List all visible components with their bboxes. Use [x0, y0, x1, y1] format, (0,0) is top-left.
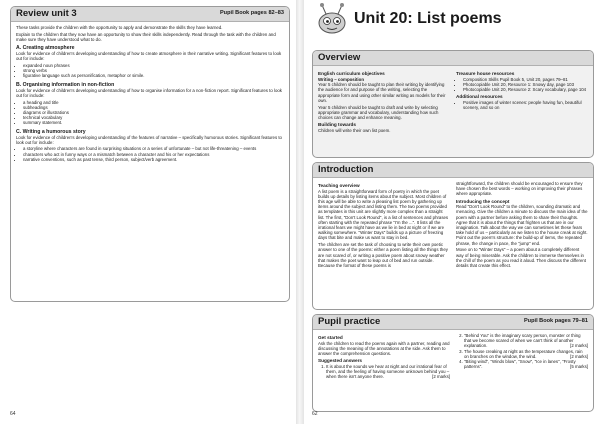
answer-item: [464, 349, 588, 359]
introduction-text: A list poem is a straightforward form of poetry in which the poet builds up details by listing items about the subject. Most children of this age will be able to write a pleasing list poem by gathering up items around the subject and listing them. The two poems provided as templates in this unit are slightly more complex than a straight list. The first, "Don't Look Round", is a list of sentences and phrases often starting with the repeated phrase "I'm the ...". It lists all the irrational fears we might have as we lie in bed at night or if we are walking somewhere. "Winter Days" builds up a picture of freezing days that bite and make us want to stay in bed.: [318, 188, 449, 241]
list-item: • expanded noun phrases: [23, 63, 284, 68]
pupil-practice-box: [312, 314, 594, 412]
answer-text: It is about the sounds we hear at night and our irrational fear of them, and the feeling of having someone unknown behind you – when there isn't anyone there.: [326, 363, 450, 380]
overview-box: [312, 50, 594, 158]
practice-right-column: [456, 333, 588, 379]
list-item: • Composition Skills Pupil Book 5, Unit 20, pages 79–81: [463, 77, 588, 82]
review-unit-body: [11, 22, 289, 165]
pupil-practice-header: [313, 315, 593, 330]
section-a-list: [16, 63, 284, 79]
answer-item: [326, 364, 450, 380]
answers-list: [456, 333, 588, 369]
introduction-left-column: [318, 181, 450, 270]
review-unit-title: Review unit 3: [16, 8, 77, 19]
get-started-text: Ask the children to read the poems again with a partner, reading and discussing the meaning of the annotations at the side. Ask them to answer the comprehension questions.: [318, 340, 450, 356]
list-item: • Positive images of winter scenes: people having fun, beautiful scenery, and so on: [463, 100, 588, 110]
unit-title: Unit 20: List poems: [354, 10, 502, 27]
book-gutter: [296, 0, 304, 424]
list-item: • subheadings: [23, 105, 284, 110]
answers-list: [318, 364, 450, 380]
introduction-text: Move on to "Winter Days" – a poem about a completely different way of being miserable. Ask the children to immerse themselves in the chill of the poem as you read it aloud. Then discuss the different details that create this effect.: [456, 247, 586, 268]
answer-item: [464, 359, 588, 369]
page-number-left: 64: [10, 411, 16, 417]
answer-text: "Biting wind", "Winds blow", "Snow", "Ice in lanes", "Frosty patterns".: [464, 359, 576, 370]
page-number-right: 62: [312, 411, 318, 417]
review-unit-box: [10, 6, 290, 302]
right-page: [304, 0, 600, 424]
section-c-heading: C. Writing a humorous story: [16, 128, 86, 135]
practice-left-column: [318, 333, 450, 379]
left-page: [0, 0, 296, 424]
pupil-practice-title: Pupil practice: [318, 316, 381, 327]
introduction-body: [313, 178, 593, 273]
section-a-heading: A. Creating atmosphere: [16, 45, 75, 52]
writing-subheading: Writing – composition: [318, 76, 365, 82]
building-towards-text: Children will write their own list poem.: [318, 127, 391, 133]
objectives-heading: English curriculum objectives: [318, 71, 385, 76]
answer-marks: [2 marks]: [570, 343, 588, 349]
list-item: • narrative conventions, such as past tense, third person, subject/verb agreement.: [23, 157, 284, 162]
section-c-list: [16, 146, 284, 162]
additional-resources-heading: Additional resources: [456, 94, 503, 100]
list-item: • technical vocabulary: [23, 115, 284, 120]
introduction-right-column: [456, 181, 588, 270]
alien-mascot-icon: [312, 2, 352, 36]
answer-marks: [5 marks]: [570, 364, 588, 370]
building-towards-heading: Building towards: [318, 122, 357, 128]
review-unit-header: [11, 7, 289, 22]
list-item: • a storyline where characters are found in surprising situations or a series of unfortunate – but not life-threatening – events: [23, 146, 284, 151]
pupil-book-ref: Pupil Book pages 82–83: [219, 10, 284, 16]
answer-text: The house creaking at night as the temperature changes, rain on branches on the window, the wind.: [464, 348, 583, 359]
list-item: • diagrams or illustrations: [23, 110, 284, 115]
introduction-header: [313, 163, 593, 178]
objective-text: Year 5 children should be taught to plan their writing by identifying the audience for and purpose of the writing, selecting the appropriate form and using other similar writing as models for their own.: [318, 82, 446, 103]
section-b-heading: B. Organising information in non-fiction: [16, 81, 115, 88]
intro-paragraph: Explain to the children that they now have an opportunity to show their skills independently. Read through the task with the children and make sure they have understood what to do.: [16, 31, 276, 42]
get-started-heading: Get started: [318, 335, 343, 340]
teaching-overview-heading: Teaching overview: [318, 183, 360, 188]
overview-title: Overview: [318, 52, 361, 63]
intro-paragraph: These tasks provide the children with the opportunity to apply and demonstrate the skills they have learned.: [16, 25, 223, 30]
answer-marks: [2 marks]: [432, 374, 450, 380]
list-item: • characters who act in funny ways or a mismatch between a character and his or her expectations: [23, 152, 284, 157]
introduction-box: [312, 162, 594, 310]
overview-left-column: [318, 69, 450, 134]
answer-marks: [2 marks]: [570, 353, 588, 359]
objective-text: Year 5 children should be taught to draft and write by selecting appropriate grammar and vocabulary, understanding how such choices can change and enhance meaning.: [318, 104, 439, 120]
answer-text: "Behind You" is the imaginary scary person, monster or thing that we become scared of when we can't think of another explanation.: [464, 333, 581, 349]
overview-body: [313, 66, 593, 137]
section-c-text: Look for evidence of children's developing understanding of the features of narrative – specifically humorous stories. Significant features to look out for include:: [16, 134, 282, 145]
list-item: • Photocopiable Unit 20, Resource 2: Scary vocabulary, page 104: [463, 87, 588, 92]
introduction-title: Introduction: [318, 164, 374, 175]
treasure-list: [456, 77, 588, 93]
list-item: • figurative language such as personification, metaphor or simile.: [23, 73, 284, 78]
pupil-book-ref: Pupil Book pages 79–81: [523, 318, 588, 324]
section-b-text: Look for evidence of children's developing understanding of how to organise information for a non-fiction report. Significant features to look out for include:: [16, 87, 282, 98]
suggested-answers-heading: Suggested answers: [318, 358, 363, 364]
list-item: • summary statement.: [23, 120, 284, 125]
treasure-heading: Treasure house resources: [456, 71, 515, 76]
introduction-text: Read "Don't Look Round" to the children, sounding dramatic and menacing. Give the children a minute to discuss the main idea of the poem with a partner before asking them to share their thoughts. Agree that it is about the things that frighten us that are in our imagination. Talk about the way we can sometimes let these fears take hold of us – particularly as we listen to the house creak at night. Point out the poem's structure: the build-up of items, the repeated phrase, the change in pace, the "jump" end.: [456, 204, 588, 246]
introduction-text: straightforward, the children should be encouraged to ensure they have chosen the best words – working on improving their phrases where appropriate.: [456, 181, 583, 197]
introducing-concept-heading: Introducing the concept: [456, 198, 510, 204]
section-a-text: Look for evidence of children's developing understanding of how to create atmosphere in their narrative writing. Significant features to look out for include:: [16, 51, 282, 62]
additional-list: [456, 100, 588, 110]
pupil-practice-body: [313, 330, 593, 382]
list-item: • a heading and title: [23, 100, 284, 105]
list-item: • Photocopiable Unit 20, Resource 1: Snowy day, page 103: [463, 82, 588, 87]
overview-header: [313, 51, 593, 66]
overview-right-column: [456, 69, 588, 134]
section-b-list: [16, 100, 284, 126]
answer-item: [464, 333, 588, 349]
list-item: • strong verbs: [23, 68, 284, 73]
introduction-text: The children are set the task of choosing to write their own poetic answer to one of the poems: either a poem listing all the things they are not scared of, or writing a positive poem about snowy weather that makes the poet want to leap out of bed and run outside. Because the format of these poems is: [318, 242, 448, 268]
